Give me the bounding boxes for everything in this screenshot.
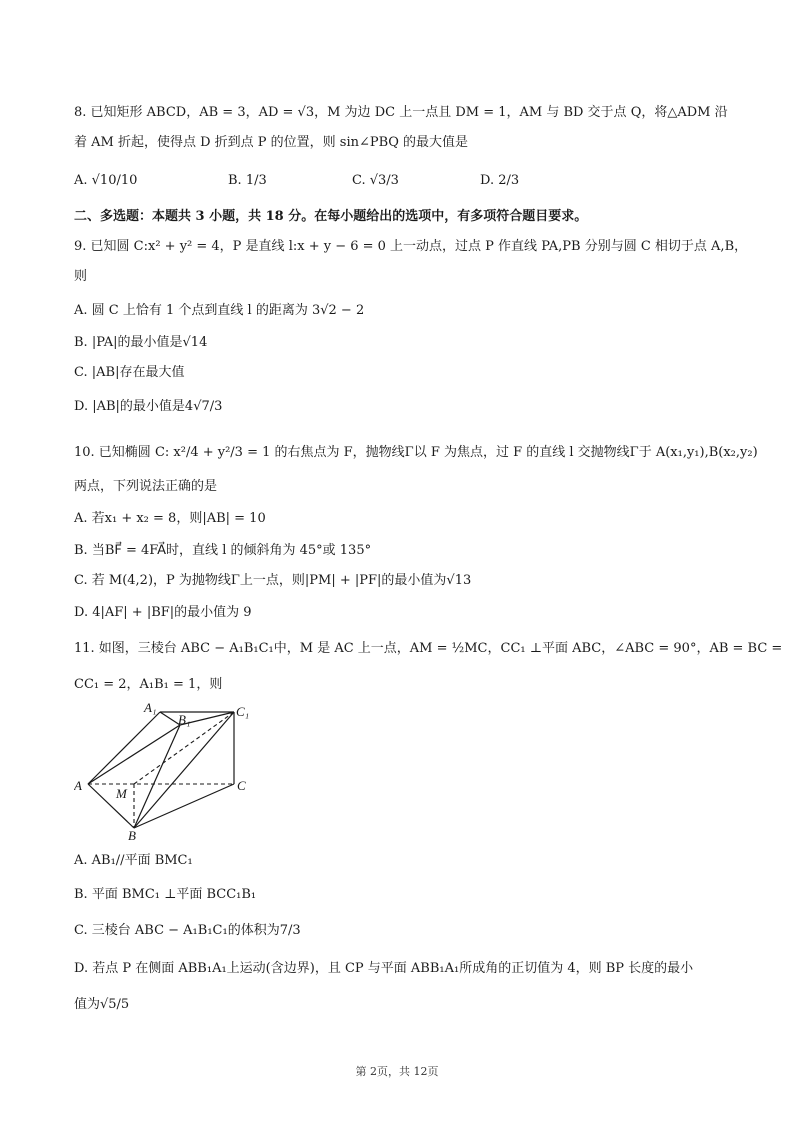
edge-b-c (134, 784, 234, 828)
edge-a1-b1 (160, 712, 180, 725)
q9-stem-line2: 则 (74, 269, 88, 284)
page-footer: 第 2页，共 12页 (355, 1065, 439, 1078)
q8-option-b: B. 1/3 (228, 173, 267, 188)
q11-option-b: B. 平面 BMC₁ ⊥平面 BCC₁B₁ (74, 887, 257, 902)
q10-option-d: D. 4|AF| + |BF|的最小值为 9 (74, 605, 252, 620)
q9-stem-line1: 9. 已知圆 C:x² + y² = 4，P 是直线 l:x + y − 6 = 0 上一动点，过点 P 作直线 PA,PB 分别与圆 C 相切于点 A,B， (74, 239, 748, 254)
q10-option-a: A. 若x₁ + x₂ = 8，则|AB| = 10 (74, 511, 266, 526)
q11-option-d-continued: 值为√5/5 (74, 997, 130, 1012)
q8-option-c: C. √3/3 (352, 173, 399, 188)
label-b: B (128, 828, 136, 840)
q11-stem-line2: CC₁ = 2，A₁B₁ = 1，则 (74, 677, 223, 692)
q11-option-a: A. AB₁//平面 BMC₁ (74, 853, 193, 868)
label-a: A (74, 778, 82, 793)
segment-b-c1 (134, 712, 234, 828)
frustum-figure (74, 700, 264, 840)
section-heading-multiple-choice: 二、多选题：本题共 3 小题，共 18 分。在每小题给出的选项中，有多项符合题目要求。 (74, 209, 588, 224)
edge-a-b (88, 784, 134, 828)
label-c1: C₁ (236, 704, 250, 719)
label-m: M (116, 786, 127, 801)
q10-stem-line2: 两点，下列说法正确的是 (74, 479, 218, 494)
q9-option-a: A. 圆 C 上恰有 1 个点到直线 l 的距离为 3√2 − 2 (74, 303, 365, 318)
q10-stem-line1: 10. 已知椭圆 C: x²/4 + y²/3 = 1 的右焦点为 F，抛物线Γ以 F 为焦点，过 F 的直线 l 交抛物线Γ于 A(x₁,y₁),B(x₂,y₂) (74, 445, 758, 460)
q8-option-a: A. √10/10 (74, 173, 138, 188)
q11-option-c: C. 三棱台 ABC − A₁B₁C₁的体积为7/3 (74, 923, 301, 938)
label-c: C (237, 778, 246, 793)
q8-option-d: D. 2/3 (480, 173, 520, 188)
label-b1: B₁ (178, 712, 191, 727)
q9-option-c: C. |AB|存在最大值 (74, 365, 185, 380)
q9-option-b: B. |PA|的最小值是√14 (74, 335, 208, 350)
q8-stem-line1: 8. 已知矩形 ABCD，AB = 3，AD = √3，M 为边 DC 上一点且 DM = 1，AM 与 BD 交于点 Q，将△ADM 沿 (74, 105, 728, 120)
q8-stem-line2: 着 AM 折起，使得点 D 折到点 P 的位置，则 sin∠PBQ 的最大值是 (74, 135, 468, 150)
q11-option-d: D. 若点 P 在侧面 ABB₁A₁上运动(含边界)，且 CP 与平面 ABB₁A₁所成角的正切值为 4，则 BP 长度的最小 (74, 961, 694, 976)
q9-option-d: D. |AB|的最小值是4√7/3 (74, 399, 223, 414)
q10-option-b: B. 当BF⃗ = 4FA⃗时，直线 l 的倾斜角为 45°或 135° (74, 543, 372, 558)
q11-stem-line1: 11. 如图，三棱台 ABC − A₁B₁C₁中，M 是 AC 上一点，AM = ½MC，CC₁ ⊥平面 ABC，∠ABC = 90°，AB = BC = (74, 641, 783, 656)
edge-a-a1 (88, 712, 160, 784)
q10-option-c: C. 若 M(4,2)，P 为抛物线Γ上一点，则|PM| + |PF|的最小值为√13 (74, 573, 472, 588)
label-a1: A₁ (144, 700, 157, 715)
